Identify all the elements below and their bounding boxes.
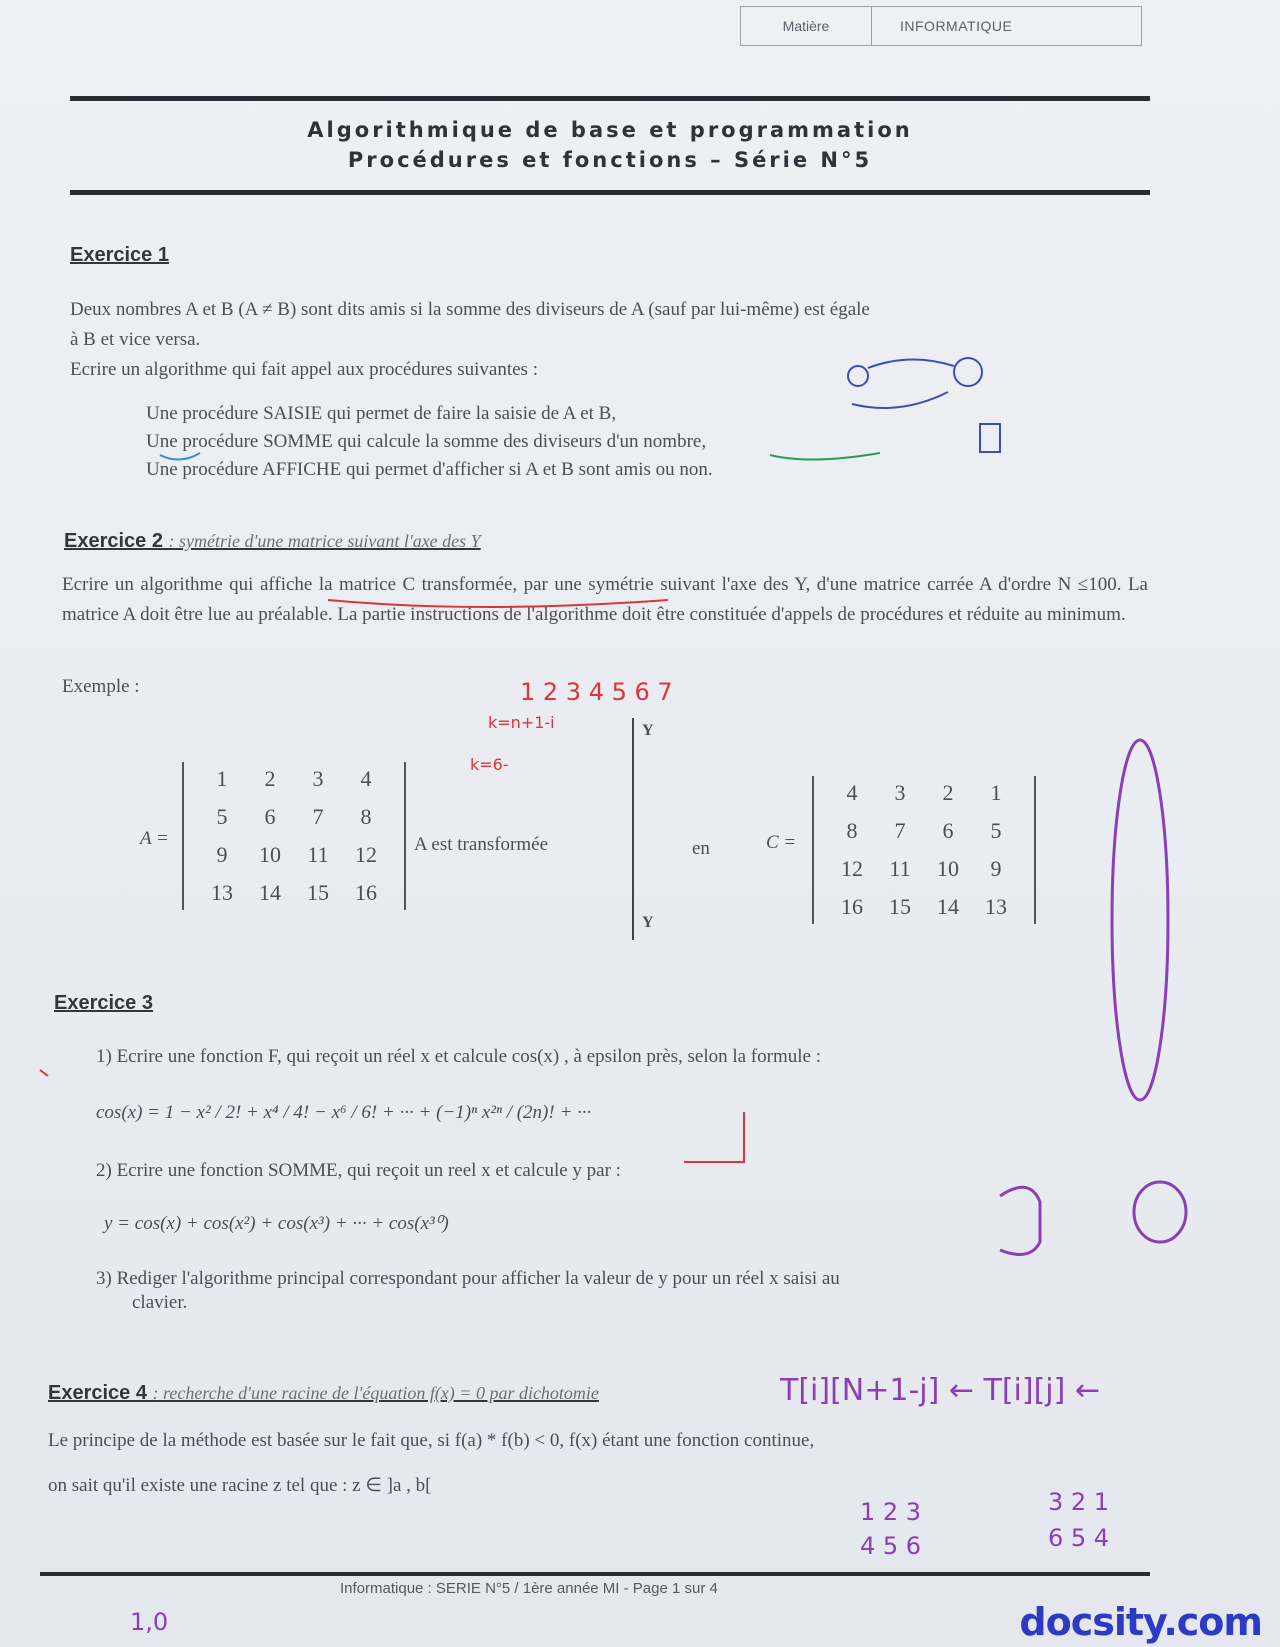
subject-box <box>740 6 1142 46</box>
matrix-c-cell: 9 <box>990 856 1002 881</box>
docsity-logo: docsity.com <box>1019 1600 1262 1644</box>
exercise-3-heading: Exercice 3 <box>54 992 153 1014</box>
matrix-a-cell: 7 <box>312 804 324 829</box>
matrix-c-cell: 14 <box>937 894 959 919</box>
exercise-2-paragraph: Ecrire un algorithme qui affiche la matrice C transformée, par une symétrie suivant l'axe des Y, d'une matrice carrée A d'ordre N ≤100. La matrice A doit être lue au préalable. La partie instructions de l'algorithme doit être constituée d'appels de procédures et réduite au minimum. <box>62 574 1148 625</box>
matrix-c-cell: 3 <box>894 780 906 805</box>
matrix-a-cell: 3 <box>312 766 324 791</box>
purple-grid-right-row-2: 6 5 4 <box>1048 1524 1110 1552</box>
purple-formula: T[i][N+1-j] ← T[i][j] ← <box>780 1373 1100 1408</box>
matrix-a-cell: 1 <box>216 766 228 791</box>
exercise-2-title: Exercice 2 <box>64 530 163 552</box>
footer-rule <box>40 1572 1150 1576</box>
exercise-2-subtitle: : symétrie d'une matrice suivant l'axe des Y <box>168 531 481 551</box>
matrix-a-cell: 10 <box>259 842 281 867</box>
red-note-2: k=6- <box>470 755 509 774</box>
matrix-c-cell: 8 <box>846 818 858 843</box>
matrix-a-cell: 5 <box>216 804 228 829</box>
matrix-a-cell: 11 <box>307 842 329 867</box>
matrix-a <box>182 762 406 910</box>
exercise-1-item-1: Une procédure SAISIE qui permet de faire la saisie de A et B, <box>146 403 617 424</box>
subject-label: Matière <box>741 7 872 45</box>
matrix-c-cell: 2 <box>942 780 954 805</box>
exercise-2-heading <box>64 530 481 553</box>
matrix-a-cell: 2 <box>264 766 276 791</box>
exercise-3-question-3-cont: clavier. <box>132 1292 188 1313</box>
matrix-a-cell: 12 <box>355 842 377 867</box>
matrix-c-cell: 6 <box>942 818 954 843</box>
exercise-3-question-3: 3) Rediger l'algorithme principal correspondant pour afficher la valeur de y pour un réel x saisi au <box>96 1268 840 1289</box>
y-axis-label-top: Y <box>642 722 654 739</box>
exercise-1-item-3: Une procédure AFFICHE qui permet d'afficher si A et B sont amis ou non. <box>146 459 713 480</box>
formula-cos-series: cos(x) = 1 − x² / 2! + x⁴ / 4! − x⁶ / 6! + ··· + (−1)ⁿ x²ⁿ / (2n)! + ··· <box>96 1102 592 1123</box>
matrix-a-cell: 15 <box>307 880 329 905</box>
matrix-a-cell: 16 <box>355 880 377 905</box>
purple-grid-right-row-1: 3 2 1 <box>1048 1488 1110 1516</box>
formula-sum-cos: y = cos(x) + cos(x²) + cos(x³) + ··· + cos(x³⁰) <box>104 1213 449 1234</box>
matrix-c-cell: 4 <box>846 780 858 805</box>
exercise-4-title: Exercice 4 <box>48 1382 147 1404</box>
red-numbers: 1 2 3 4 5 6 7 <box>520 678 673 706</box>
bottom-note: 1,0 <box>130 1608 169 1636</box>
matrix-c-label: C = <box>766 832 797 853</box>
exercise-1-paragraph-1: Deux nombres A et B (A ≠ B) sont dits amis si la somme des diviseurs de A (sauf par lui-même) est égale <box>70 299 870 320</box>
matrix-c-cell: 13 <box>985 894 1007 919</box>
matrix-a-cell: 13 <box>211 880 233 905</box>
matrix-a-cell: 6 <box>264 804 276 829</box>
matrix-c-cell: 7 <box>894 818 906 843</box>
transform-text: A est transformée <box>414 834 549 855</box>
matrix-c-cell: 1 <box>990 780 1002 805</box>
exercise-1-paragraph-2: Ecrire un algorithme qui fait appel aux procédures suivantes : <box>70 359 538 380</box>
y-axis-label-bottom: Y <box>642 914 654 931</box>
top-rule <box>70 96 1150 101</box>
matrix-c-cell: 11 <box>889 856 911 881</box>
y-axis-line <box>632 718 634 940</box>
matrix-c <box>812 776 1036 924</box>
matrix-c-cell: 15 <box>889 894 911 919</box>
matrix-a-cell: 8 <box>360 804 372 829</box>
matrix-a-cell: 9 <box>216 842 228 867</box>
matrix-c-cell: 5 <box>990 818 1002 843</box>
matrix-c-cell: 10 <box>937 856 959 881</box>
exercise-1-heading: Exercice 1 <box>70 244 169 266</box>
matrix-c-cell: 12 <box>841 856 863 881</box>
en-text: en <box>692 838 710 859</box>
exercise-3-question-1: 1) Ecrire une fonction F, qui reçoit un réel x et calcule cos(x) , à epsilon près, selon la formule : <box>96 1046 821 1067</box>
subject-value: INFORMATIQUE <box>900 18 1013 34</box>
exercise-1-item-2: Une procédure SOMME qui calcule la somme des diviseurs d'un nombre, <box>146 431 707 452</box>
footer-text: Informatique : SERIE N°5 / 1ère année MI - Page 1 sur 4 <box>340 1580 718 1597</box>
title-line-1: Algorithmique de base et programmation <box>307 118 913 142</box>
matrix-a-cell: 4 <box>360 766 372 791</box>
exercise-4-paragraph-1: Le principe de la méthode est basée sur le fait que, si f(a) * f(b) < 0, f(x) étant une fonction continue, <box>48 1430 815 1451</box>
title-line-2: Procédures et fonctions – Série N°5 <box>347 148 873 172</box>
matrix-c-cell: 16 <box>841 894 863 919</box>
exercise-3-question-2: 2) Ecrire une fonction SOMME, qui reçoit un reel x et calcule y par : <box>96 1160 621 1181</box>
example-label: Exemple : <box>62 676 140 697</box>
exercise-4-subtitle: : recherche d'une racine de l'équation f(x) = 0 par dichotomie <box>152 1383 599 1403</box>
purple-grid-left-row-1: 1 2 3 <box>860 1498 922 1526</box>
exercise-4-heading <box>48 1382 599 1405</box>
red-note-1: k=n+1-i <box>488 713 555 732</box>
matrix-a-label: A = <box>140 828 169 849</box>
purple-grid-left-row-2: 4 5 6 <box>860 1532 922 1560</box>
matrix-a-cell: 14 <box>259 880 281 905</box>
exercise-4-paragraph-2: on sait qu'il existe une racine z tel que : z ∈ ]a , b[ <box>48 1475 432 1496</box>
title-bottom-rule <box>70 190 1150 195</box>
exercise-1-paragraph-1b: à B et vice versa. <box>70 329 201 350</box>
